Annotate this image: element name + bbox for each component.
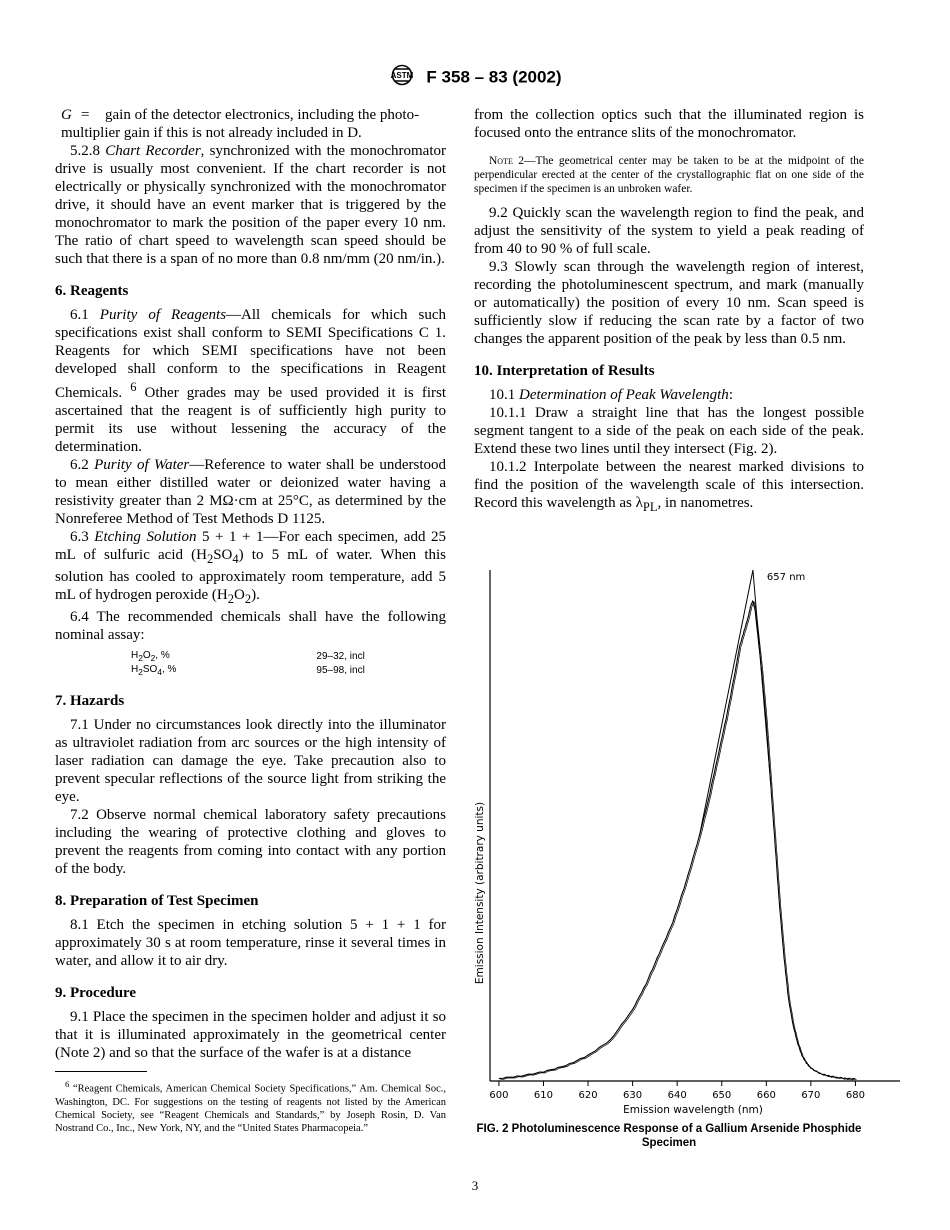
table-row — [131, 664, 365, 678]
para-6-2: 6.2 Purity of Water—Reference to water shall be understood to mean either distilled water or deionized water having a resistivity greater than 2 MΩ·cm at 25°C, as determined by the Nonreferee Method of Test Methods D 1125. — [55, 457, 446, 527]
peak-annotation: 657 nm — [766, 572, 806, 583]
x-axis-label: Emission wavelength (nm) — [623, 1104, 763, 1116]
spectrum-chart — [474, 548, 904, 1116]
definition-g — [55, 106, 446, 124]
def-equals: = — [81, 107, 90, 123]
para-7-1: 7.1 Under no circumstances look directly into the illuminator as ultraviolet radiation from arc sources or the high intensity of laser radiation can damage the eye. Take precaution also to prevent specular reflections of the source light from striking the eye. — [55, 717, 446, 805]
footnote-6: $^6$ “Reagent Chemicals, American Chemical Society Specifications,” Am. Chemical Soc., Washington, DC. For suggestions on the testing of reagents not listed by the American Chemical Society, see “Reagent Chemicals and Standards,” by Joseph Rosin, D. Van Nostrand Co., Inc., New York, NY, and the “United States Pharmacopeia.” — [55, 1079, 446, 1134]
spectrum-trace-2 — [500, 602, 856, 1080]
def-symbol: G — [61, 107, 72, 123]
section-heading-reagents: 6. Reagents — [55, 283, 129, 299]
section-heading-procedure: 9. Procedure — [55, 985, 137, 1001]
para-10-1-1: 10.1.1 Draw a straight line that has the longest possible segment tangent to a side of the peak on each side of the peak. Extend these two lines until they intersect (Fig. 2). — [474, 405, 864, 457]
table-row — [131, 650, 365, 664]
spectrum-line — [499, 601, 856, 1079]
para-9-1-cont: from the collection optics such that the illuminated region is focused onto the entrance slits of the monochromator. — [474, 107, 864, 141]
figure-2 — [474, 548, 904, 1116]
def-text: gain of the detector electronics, including the photo- — [105, 107, 420, 123]
para-10-1-2: 10.1.2 Interpolate between the nearest marked divisions to find the position of the wavelength scale of this intersection. Record this wavelength as $\lambda_{PL}$, in nanometres. — [474, 459, 864, 514]
assay-table — [131, 650, 365, 678]
figure-caption: FIG. 2 Photoluminescence Response of a Gallium Arsenide Phosphide Specimen — [476, 1123, 862, 1149]
assay-value: 95–98, incl — [316, 665, 365, 676]
y-axis-label: Emission Intensity (arbitrary units) — [474, 801, 486, 985]
x-tick-label: 660 — [756, 1090, 776, 1101]
x-tick-label: 650 — [712, 1090, 732, 1101]
para-9-2: 9.2 Quickly scan the wavelength region to find the peak, and adjust the sensitivity of the system to yield a peak reading of from 40 to 90 % of full scale. — [474, 205, 864, 257]
para-6-4: 6.4 The recommended chemicals shall have the following nominal assay: — [55, 609, 446, 643]
left-column — [55, 106, 446, 1062]
section-heading-interpretation: 10. Interpretation of Results — [474, 363, 655, 379]
page-header — [0, 64, 950, 91]
x-tick-label: 630 — [623, 1090, 643, 1101]
x-tick-label: 670 — [801, 1090, 821, 1101]
para-6-3: 6.3 Etching Solution 5 + 1 + 1—For each specimen, add 25 mL of sulfuric acid $(H_2SO_4)$ to 5 mL of water. When this solution has cooled to approximately room temperature, add 5 mL of hydrogen peroxide $(H_2O_2)$. — [55, 529, 446, 606]
def-text-cont: multiplier gain if this is not already included in D. — [61, 125, 362, 141]
x-tick-label: 610 — [533, 1090, 554, 1101]
para-6-1: 6.1 Purity of Reagents—All chemicals for which such specifications exist shall conform to SEMI Specifications C 1. Reagents for which SEMI specifications have not been developed shall conform to the specifications in Reagent Chemicals. $^6$ Other grades may be used provided it is first ascertained that the reagent is of sufficiently high purity to permit its use without lessening the accuracy of the determination. — [55, 307, 446, 455]
assay-chemical: $H_2O_2$, % — [131, 650, 170, 663]
astm-logo-icon — [388, 64, 416, 91]
x-tick-label: 640 — [667, 1090, 687, 1101]
para-10-1: 10.1 Determination of Peak Wavelength: — [489, 387, 733, 403]
page-number: 3 — [471, 1178, 479, 1193]
x-tick-label: 620 — [578, 1090, 598, 1101]
right-column — [474, 106, 864, 516]
section-heading-preparation: 8. Preparation of Test Specimen — [55, 893, 259, 909]
standard-designation: F 358 – 83 (2002) — [426, 67, 562, 87]
assay-value: 29–32, incl — [316, 651, 365, 662]
para-7-2: 7.2 Observe normal chemical laboratory safety precautions including the wearing of protective clothing and gloves to prevent the reagents from coming into contact with any portion of the body. — [55, 807, 446, 877]
note-2: Note 2—The geometrical center may be taken to be at the midpoint of the perpendicular erected at the center of the crystallographic flat on one side of the specimen if the specimen is an unbroken wafer. — [474, 155, 864, 195]
para-8-1: 8.1 Etch the specimen in etching solution 5 + 1 + 1 for approximately 30 s at room temperature, rinse it several times in water, and allow it to air dry. — [55, 917, 446, 969]
para-5-2-8: 5.2.8 Chart Recorder, synchronized with the monochromator drive is usually most convenient. If the chart recorder is not electrically or physically synchronized with the monochromator drive, it should have an event marker that is triggered by the monochromator to mark the position of the paper every 10 nm. The ratio of chart speed to wavelength scan speed should be such that there is a span of no more than 0.8 nm/mm (20 nm/in.). — [55, 143, 446, 267]
section-heading-hazards: 7. Hazards — [55, 693, 125, 709]
assay-chemical: $H_2SO_4$, % — [131, 664, 177, 677]
x-tick-label: 680 — [845, 1090, 865, 1101]
left-tangent-line — [699, 570, 752, 836]
para-9-3: 9.3 Slowly scan through the wavelength region of interest, recording the photoluminescent spectrum, and mark (manually or automatically) the position of every 10 nm. Scan speed is sufficiently slow if reducing the scan rate by a factor of two changes the apparent position of the peak by less than 0.5 nm. — [474, 259, 864, 347]
right-tangent-line — [753, 570, 771, 785]
para-9-1: 9.1 Place the specimen in the specimen holder and adjust it so that it is illuminated approximately in the geometrical center (Note 2) and so that the surface of the wafer is at a distance — [55, 1009, 446, 1061]
x-tick-label: 600 — [489, 1090, 509, 1101]
footnote-rule — [55, 1071, 147, 1072]
svg-text:ASTM: ASTM — [391, 71, 414, 80]
